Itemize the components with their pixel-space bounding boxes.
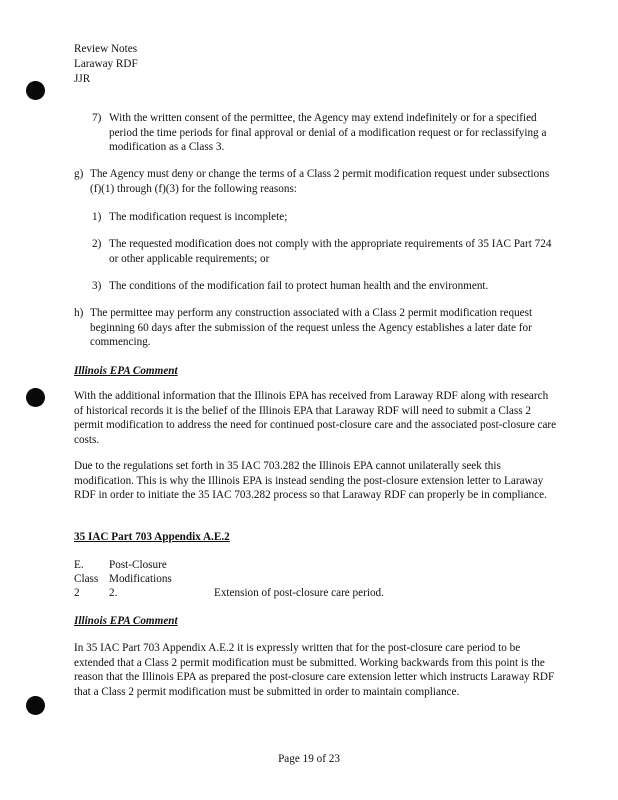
punch-hole-top (26, 81, 45, 100)
page-number: Page 19 of 23 (278, 753, 340, 765)
punch-hole-middle (26, 388, 45, 407)
table-cell: E. (74, 559, 84, 571)
table-row (74, 558, 474, 573)
appendix-heading: 35 IAC Part 703 Appendix A.E.2 (74, 531, 230, 543)
sub-item-text: The requested modification does not comply with the appropriate requirements of 35 IAC Part 724 or other applicable requirements; or (109, 238, 552, 265)
header-initials: JJR (74, 73, 91, 85)
table-row (74, 572, 474, 587)
header-title: Review Notes (74, 43, 138, 55)
list-item-number: h) (74, 307, 84, 319)
comment-paragraph: Due to the regulations set forth in 35 IAC 703.282 the Illinois EPA cannot unilaterally seek this modification. This is why the Illinois EPA is instead sending the post-closure extension letter to Laraway RDF in order to initiate the 35 IAC 703.282 process so that Laraway RDF can properly be in compliance. (74, 460, 547, 502)
comment-paragraph: In 35 IAC Part 703 Appendix A.E.2 it is expressly written that for the post-closure care period to be extended that a Class 2 permit modification must be submitted. Working backwards from this point is the reason that the Illinois EPA as prepared the post-closure care extension letter which instructs Laraway RDF that a Class 2 permit modification must be submitted in order to maintain compliance. (74, 642, 555, 698)
sub-item-number: 2) (92, 238, 102, 250)
table-cell: Modifications (109, 573, 172, 585)
comment-heading: Illinois EPA Comment (74, 615, 178, 627)
punch-hole-bottom (26, 696, 45, 715)
table-cell: Class (74, 573, 99, 585)
table-row (74, 586, 474, 601)
table-cell: 2. (109, 587, 118, 599)
sub-item-number: 3) (92, 280, 102, 292)
list-item-number: g) (74, 168, 84, 180)
comment-heading: Illinois EPA Comment (74, 365, 178, 377)
header-facility: Laraway RDF (74, 58, 138, 70)
sub-item-number: 1) (92, 211, 102, 223)
table-cell: Extension of post-closure care period. (214, 587, 384, 599)
list-item-text: With the written consent of the permittee, the Agency may extend indefinitely or for a specified period the time periods for final approval or denial of a modification request or for reclassifying a modification as a Class 3. (109, 112, 547, 154)
list-item-number: 7) (92, 112, 102, 124)
sub-item-text: The conditions of the modification fail to protect human health and the environment. (109, 280, 489, 292)
list-item-text: The permittee may perform any construction associated with a Class 2 permit modification request beginning 60 days after the submission of the request unless the Agency establishes a later date for commencing. (90, 307, 533, 349)
sub-item-text: The modification request is incomplete; (109, 211, 288, 223)
list-item-text: The Agency must deny or change the terms of a Class 2 permit modification request under subsections (f)(1) through (f)(3) for the following reasons: (90, 168, 550, 195)
table-cell: 2 (74, 587, 80, 599)
comment-paragraph: With the additional information that the Illinois EPA has received from Laraway RDF along with research of historical records it is the belief of the Illinois EPA that Laraway RDF will need to submit a Class 2 permit modification to address the need for continued post-closure care and the associated post-closure care costs. (74, 390, 557, 446)
table-cell: Post-Closure (109, 559, 167, 571)
document-header (74, 42, 138, 87)
